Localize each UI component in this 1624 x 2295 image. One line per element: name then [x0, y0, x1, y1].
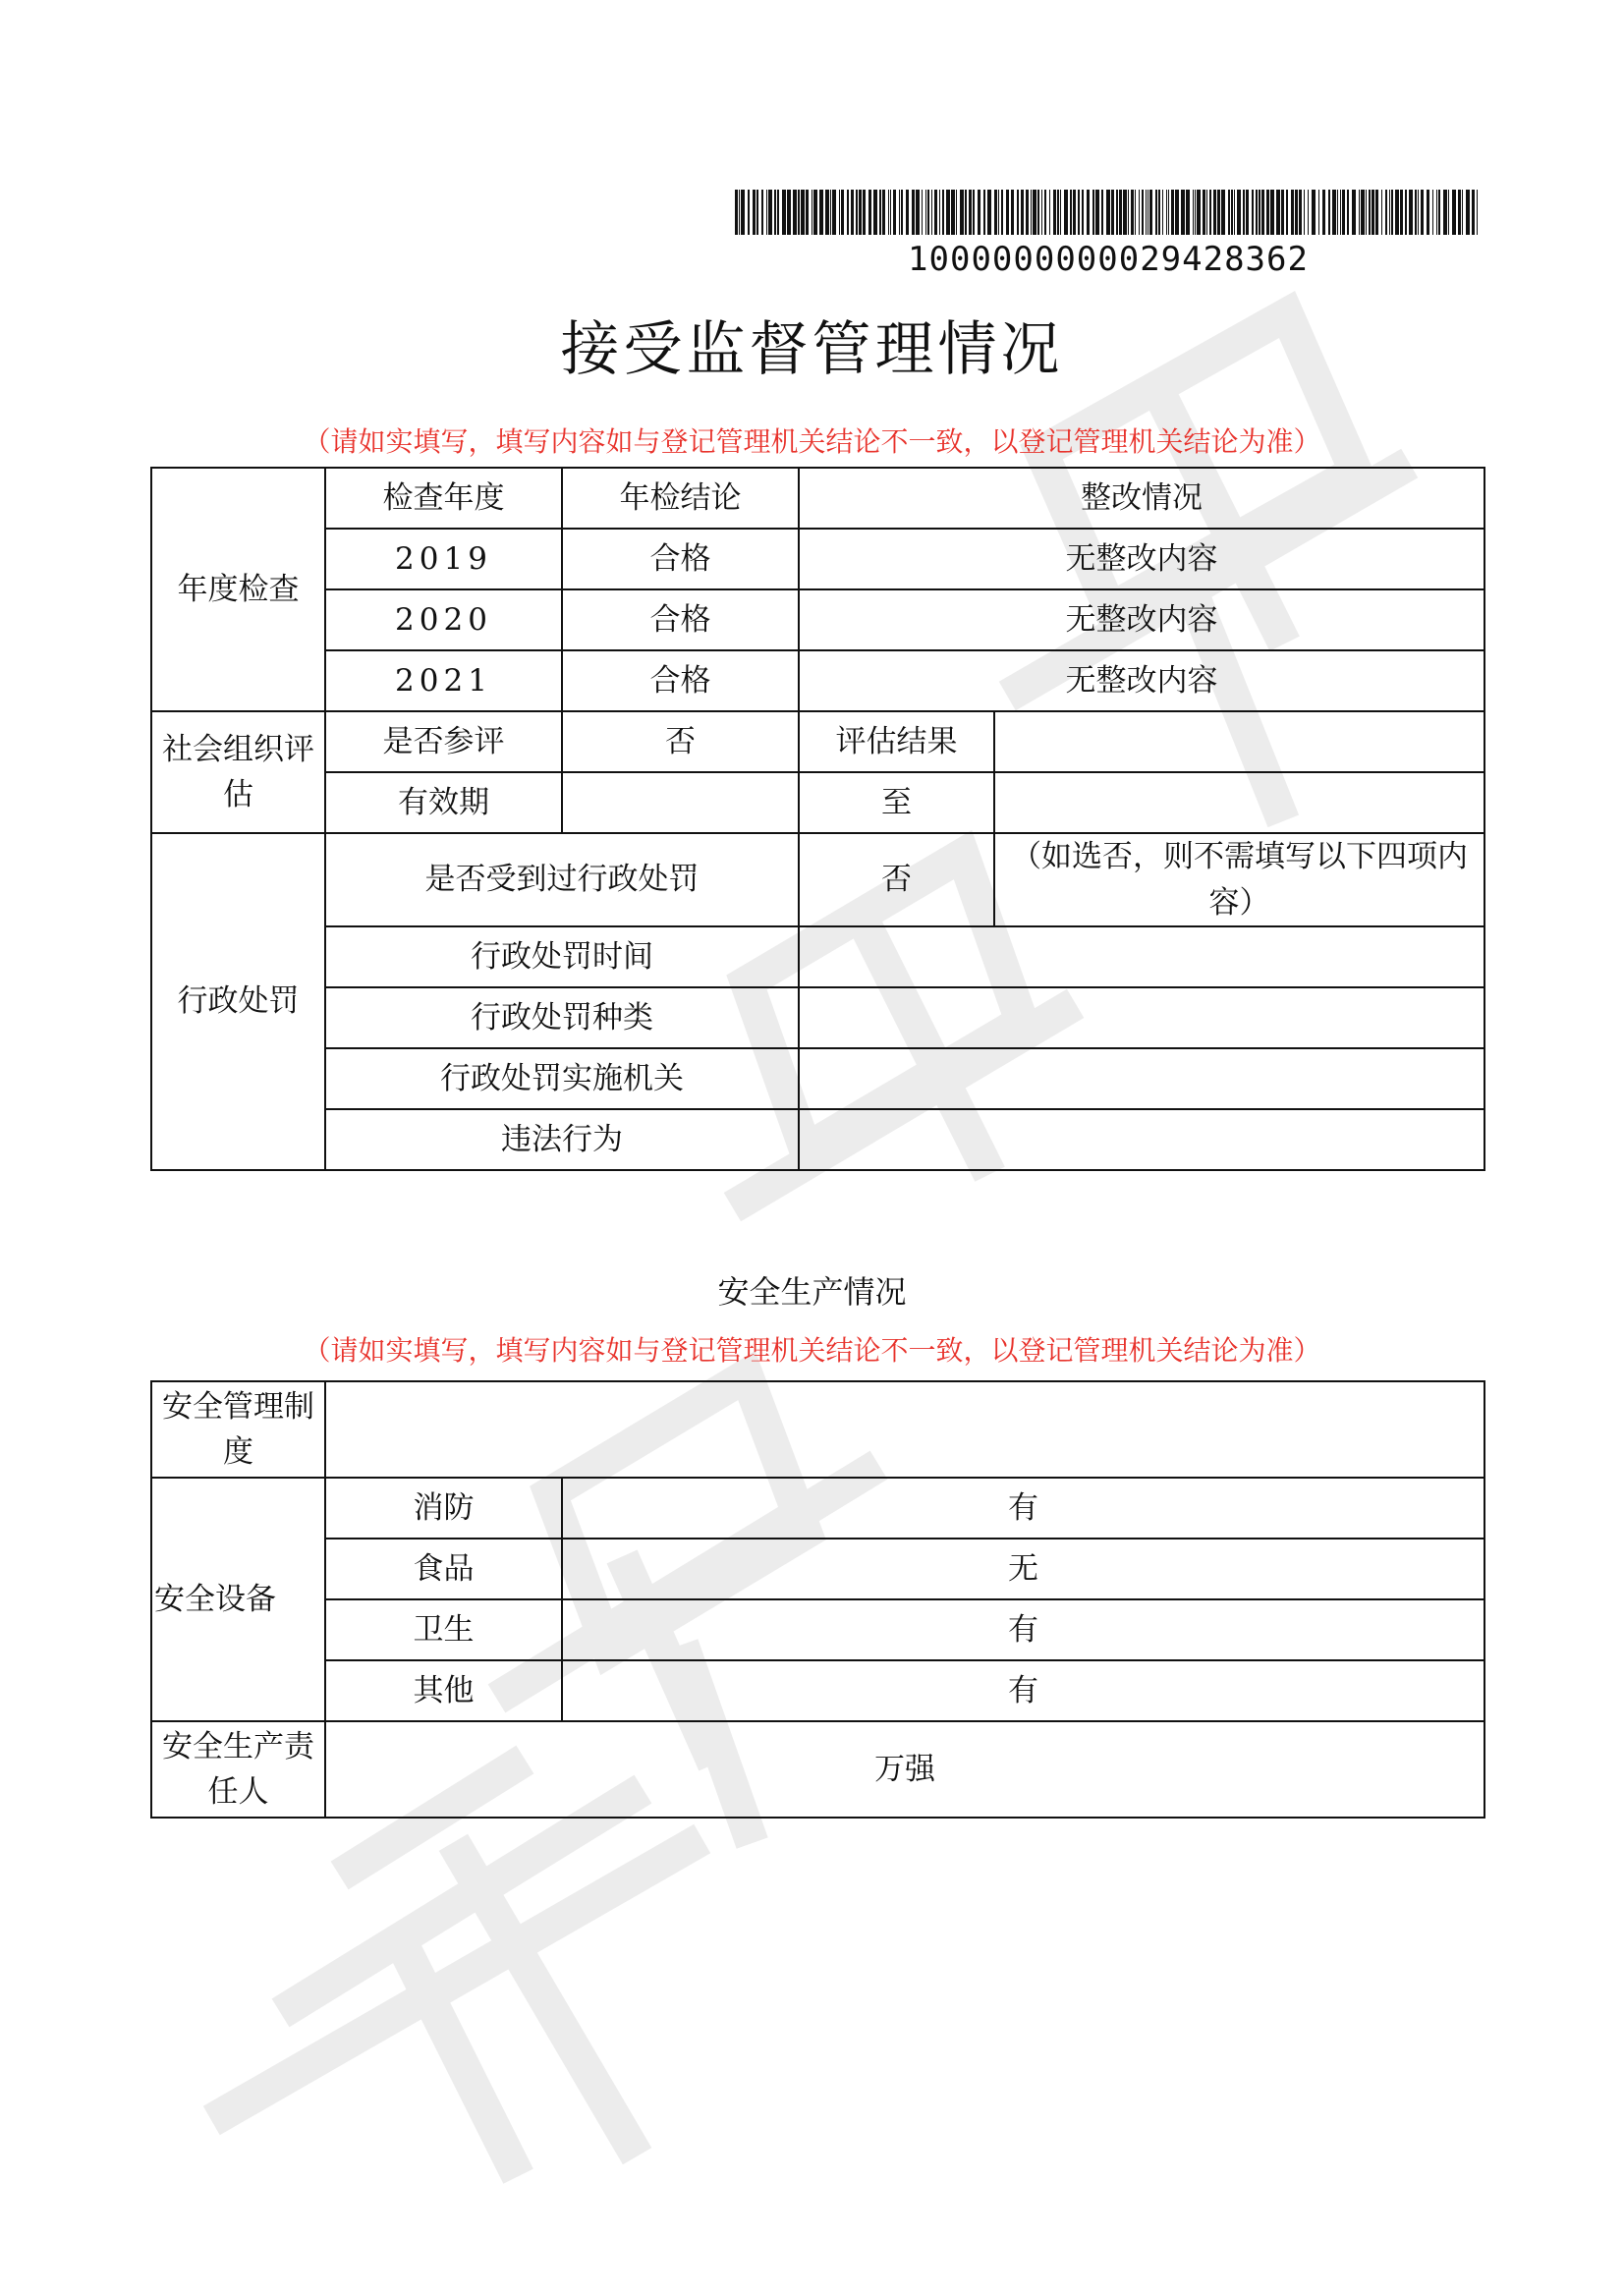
- barcode-bar: [1458, 190, 1461, 235]
- barcode-bar: [1001, 190, 1003, 235]
- barcode-bar: [965, 190, 967, 235]
- barcode-bar: [987, 190, 991, 235]
- table-row: [151, 1599, 1484, 1660]
- barcode-bar: [753, 190, 756, 235]
- barcode-bar: [1031, 190, 1032, 235]
- barcode-bar: [819, 190, 823, 235]
- equipment-item-label: 卫生: [325, 1599, 562, 1660]
- barcode-bar: [1101, 190, 1103, 235]
- barcode-bar: [748, 190, 750, 235]
- barcode-bar: [942, 190, 944, 235]
- barcode-bar: [1409, 190, 1413, 235]
- barcode-bar: [978, 190, 980, 235]
- barcode-bar: [1286, 190, 1288, 235]
- barcode-bar: [1053, 190, 1056, 235]
- barcode-bar: [1328, 190, 1330, 235]
- penalty-field-label: 违法行为: [325, 1109, 799, 1170]
- barcode-bar: [1322, 190, 1325, 235]
- barcode-bar: [830, 190, 831, 235]
- barcode-bar: [863, 190, 866, 235]
- header-rectification: 整改情况: [799, 468, 1484, 529]
- table-row: [151, 1048, 1484, 1109]
- equipment-item-label: 消防: [325, 1478, 562, 1539]
- table-row: [151, 468, 1484, 529]
- barcode-bar: [1128, 190, 1129, 235]
- barcode-bar: [1078, 190, 1080, 235]
- barcode: [735, 190, 1482, 235]
- barcode-bar: [1361, 190, 1365, 235]
- barcode-bar: [956, 190, 957, 235]
- barcode-bar: [922, 190, 923, 235]
- barcode-bar: [1111, 190, 1114, 235]
- responsible-label: 安全生产责任人: [151, 1721, 325, 1818]
- table-row: [151, 1109, 1484, 1170]
- table-row: [151, 1381, 1484, 1478]
- barcode-bar: [1477, 190, 1478, 235]
- barcode-bar: [1372, 190, 1374, 235]
- barcode-bar: [946, 190, 950, 235]
- barcode-bar: [1116, 190, 1118, 235]
- barcode-bar: [1337, 190, 1338, 235]
- barcode-bar: [1234, 190, 1235, 235]
- barcode-bar: [1060, 190, 1061, 235]
- barcode-bar: [825, 190, 829, 235]
- barcode-bar: [1421, 190, 1424, 235]
- barcode-bar: [774, 190, 776, 235]
- result-value[interactable]: [994, 711, 1484, 772]
- annual-inspection-label: 年度检查: [151, 468, 325, 711]
- barcode-bar: [1203, 190, 1205, 235]
- barcode-bar: [1261, 190, 1264, 235]
- barcode-bar: [806, 190, 809, 235]
- management-system-value[interactable]: [325, 1381, 1484, 1478]
- barcode-bar: [1391, 190, 1393, 235]
- equipment-item-value[interactable]: 有: [562, 1599, 1484, 1660]
- barcode-bar: [873, 190, 877, 235]
- barcode-bar: [1037, 190, 1039, 235]
- barcode-bar: [1415, 190, 1417, 235]
- barcode-bar: [969, 190, 972, 235]
- inspection-conclusion: 合格: [562, 589, 799, 650]
- penalty-field-label: 行政处罚种类: [325, 987, 799, 1048]
- barcode-bar: [1443, 190, 1447, 235]
- penalty-received-value[interactable]: 否: [799, 833, 994, 926]
- barcode-bar: [912, 190, 915, 235]
- barcode-bar: [1073, 190, 1076, 235]
- barcode-bar: [777, 190, 779, 235]
- barcode-bar: [1057, 190, 1059, 235]
- barcode-bar: [1359, 190, 1360, 235]
- inspection-rectification: 无整改内容: [799, 589, 1484, 650]
- barcode-bar: [1231, 190, 1233, 235]
- barcode-bar: [1142, 190, 1144, 235]
- inspection-rectification: 无整改内容: [799, 529, 1484, 589]
- barcode-bar: [1342, 190, 1345, 235]
- fill-notice: （请如实填写，填写内容如与登记管理机关结论不一致，以登记管理机关结论为准）: [303, 425, 1321, 458]
- barcode-bar: [1466, 190, 1470, 235]
- barcode-bar: [1308, 190, 1309, 235]
- equipment-label: 安全设备: [151, 1478, 325, 1721]
- inspection-rectification: 无整改内容: [799, 650, 1484, 711]
- barcode-bar: [1064, 190, 1068, 235]
- table-row: [151, 529, 1484, 589]
- barcode-bar: [1405, 190, 1407, 235]
- barcode-bar: [1246, 190, 1249, 235]
- barcode-bar: [1299, 190, 1302, 235]
- header-conclusion: 年检结论: [562, 468, 799, 529]
- inspection-conclusion: 合格: [562, 650, 799, 711]
- barcode-bar: [893, 190, 896, 235]
- barcode-bar: [1462, 190, 1463, 235]
- barcode-bar: [1438, 190, 1440, 235]
- barcode-bar: [1026, 190, 1029, 235]
- barcode-bar: [1389, 190, 1390, 235]
- table-row: [151, 1478, 1484, 1539]
- barcode-bar: [739, 190, 740, 235]
- barcode-bar: [1135, 190, 1136, 235]
- barcode-bar: [906, 190, 909, 235]
- barcode-bar: [756, 190, 758, 235]
- barcode-bar: [741, 190, 745, 235]
- barcode-bar: [839, 190, 840, 235]
- barcode-bar: [766, 190, 767, 235]
- barcode-bar: [1193, 190, 1194, 235]
- inspection-conclusion: 合格: [562, 529, 799, 589]
- barcode-bar: [1209, 190, 1211, 235]
- barcode-bar: [1149, 190, 1152, 235]
- barcode-bar: [1146, 190, 1147, 235]
- barcode-bar: [1033, 190, 1036, 235]
- barcode-bar: [1106, 190, 1110, 235]
- barcode-bar: [973, 190, 975, 235]
- barcode-bar: [1436, 190, 1437, 235]
- barcode-bar: [916, 190, 920, 235]
- barcode-bar: [782, 190, 786, 235]
- barcode-bar: [1041, 190, 1042, 235]
- barcode-bar: [994, 190, 997, 235]
- penalty-field-value[interactable]: [799, 987, 1484, 1048]
- barcode-bar: [1385, 190, 1387, 235]
- participated-value[interactable]: 否: [562, 711, 799, 772]
- penalty-received-note: （如选否，则不需填写以下四项内容）: [994, 833, 1484, 926]
- table-row: [151, 1721, 1484, 1818]
- barcode-bar: [1472, 190, 1475, 235]
- barcode-bar: [868, 190, 871, 235]
- barcode-bar: [1243, 190, 1245, 235]
- result-label: 评估结果: [799, 711, 994, 772]
- table-row: [151, 987, 1484, 1048]
- barcode-bar: [847, 190, 849, 235]
- barcode-bar: [1162, 190, 1163, 235]
- barcode-bar: [1276, 190, 1280, 235]
- barcode-bar: [813, 190, 817, 235]
- barcode-bar: [1197, 190, 1201, 235]
- barcode-bar: [1206, 190, 1207, 235]
- inspection-year: 2020: [325, 589, 562, 650]
- barcode-bar: [927, 190, 929, 235]
- barcode-bar: [1155, 190, 1157, 235]
- barcode-bar: [1186, 190, 1190, 235]
- barcode-bar: [1139, 190, 1140, 235]
- table-row: [151, 711, 1484, 772]
- barcode-bar: [1087, 190, 1090, 235]
- barcode-bar: [1221, 190, 1225, 235]
- equipment-item-value[interactable]: 无: [562, 1539, 1484, 1599]
- barcode-bar: [1381, 190, 1382, 235]
- barcode-bar: [832, 190, 836, 235]
- barcode-bar: [1266, 190, 1269, 235]
- barcode-bar: [1070, 190, 1072, 235]
- barcode-bar: [735, 190, 738, 235]
- barcode-bar: [1418, 190, 1419, 235]
- barcode-bar: [1123, 190, 1127, 235]
- barcode-bar: [761, 190, 763, 235]
- barcode-bar: [1166, 190, 1167, 235]
- barcode-bar: [856, 190, 858, 235]
- responsible-value[interactable]: 万强: [325, 1721, 1484, 1818]
- barcode-bar: [1332, 190, 1336, 235]
- barcode-bar: [1281, 190, 1284, 235]
- barcode-bar: [925, 190, 926, 235]
- barcode-bar: [1448, 190, 1449, 235]
- barcode-bar: [1318, 190, 1319, 235]
- barcode-bar: [1256, 190, 1258, 235]
- validity-from[interactable]: [562, 772, 799, 833]
- barcode-bar: [998, 190, 999, 235]
- barcode-bar: [1395, 190, 1399, 235]
- penalty-received-label: 是否受到过行政处罚: [325, 833, 799, 926]
- barcode-bar: [1312, 190, 1316, 235]
- barcode-bar: [1092, 190, 1094, 235]
- barcode-bar: [1021, 190, 1024, 235]
- table-row: [151, 650, 1484, 711]
- barcode-bar: [1131, 190, 1134, 235]
- barcode-bar: [1213, 190, 1216, 235]
- barcode-bar: [888, 190, 889, 235]
- equipment-item-value[interactable]: 有: [562, 1660, 1484, 1721]
- barcode-bar: [1181, 190, 1185, 235]
- barcode-bar: [1432, 190, 1433, 235]
- barcode-bar: [1366, 190, 1367, 235]
- barcode-bar: [787, 190, 791, 235]
- barcode-bar: [1217, 190, 1220, 235]
- barcode-bar: [882, 190, 885, 235]
- barcode-bar: [1252, 190, 1254, 235]
- barcode-bar: [1044, 190, 1046, 235]
- barcode-bar: [1171, 190, 1174, 235]
- barcode-bar: [960, 190, 964, 235]
- barcode-bar: [1082, 190, 1084, 235]
- barcode-bar: [1304, 190, 1305, 235]
- barcode-bar: [1006, 190, 1009, 235]
- supervision-table: [150, 467, 1485, 1171]
- barcode-number: 1000000000029428362: [908, 240, 1309, 279]
- management-system-label: 安全管理制度: [151, 1381, 325, 1478]
- barcode-bar: [1119, 190, 1122, 235]
- validity-to-label: 至: [799, 772, 994, 833]
- social-eval-label: 社会组织评估: [151, 711, 325, 833]
- table-row: [151, 1539, 1484, 1599]
- barcode-bar: [1168, 190, 1169, 235]
- table-row: [151, 589, 1484, 650]
- inspection-year: 2021: [325, 650, 562, 711]
- barcode-bar: [1175, 190, 1179, 235]
- penalty-field-label: 行政处罚实施机关: [325, 1048, 799, 1109]
- penalty-field-value[interactable]: [799, 1048, 1484, 1109]
- barcode-bar: [890, 190, 891, 235]
- barcode-bar: [793, 190, 797, 235]
- barcode-bar: [939, 190, 940, 235]
- participated-label: 是否参评: [325, 711, 562, 772]
- safety-table: [150, 1380, 1485, 1819]
- barcode-bar: [1369, 190, 1371, 235]
- barcode-bar: [951, 190, 955, 235]
- header-year: 检查年度: [325, 468, 562, 529]
- barcode-bar: [879, 190, 881, 235]
- barcode-bar: [851, 190, 854, 235]
- barcode-bar: [1049, 190, 1050, 235]
- barcode-bar: [1195, 190, 1196, 235]
- barcode-bar: [1340, 190, 1341, 235]
- barcode-bar: [798, 190, 800, 235]
- barcode-bar: [1375, 190, 1378, 235]
- table-row: [151, 833, 1484, 926]
- barcode-bar: [1228, 190, 1230, 235]
- barcode-bar: [1017, 190, 1019, 235]
- barcode-bar: [1400, 190, 1403, 235]
- penalty-field-value[interactable]: [799, 926, 1484, 987]
- barcode-bar: [901, 190, 903, 235]
- barcode-bar: [841, 190, 844, 235]
- barcode-bar: [931, 190, 932, 235]
- penalty-field-value[interactable]: [799, 1109, 1484, 1170]
- barcode-bar: [1352, 190, 1356, 235]
- table-row: [151, 772, 1484, 833]
- penalty-field-label: 行政处罚时间: [325, 926, 799, 987]
- barcode-bar: [1259, 190, 1260, 235]
- barcode-bar: [1095, 190, 1099, 235]
- barcode-bar: [1427, 190, 1429, 235]
- barcode-bar: [801, 190, 805, 235]
- barcode-bar: [1011, 190, 1014, 235]
- equipment-item-label: 其他: [325, 1660, 562, 1721]
- barcode-bar: [1237, 190, 1241, 235]
- barcode-bar: [934, 190, 937, 235]
- barcode-bar: [1158, 190, 1160, 235]
- table-row: [151, 1660, 1484, 1721]
- barcode-bar: [1270, 190, 1274, 235]
- barcode-bar: [1347, 190, 1349, 235]
- barcode-bar: [1291, 190, 1294, 235]
- validity-label: 有效期: [325, 772, 562, 833]
- equipment-item-label: 食品: [325, 1539, 562, 1599]
- barcode-bar: [983, 190, 985, 235]
- barcode-bar: [899, 190, 900, 235]
- barcode-bar: [1452, 190, 1456, 235]
- penalty-label: 行政处罚: [151, 833, 325, 1170]
- safety-section-title: 安全生产情况: [717, 1273, 907, 1311]
- page-title: 接受监督管理情况: [560, 315, 1064, 384]
- equipment-item-value[interactable]: 有: [562, 1478, 1484, 1539]
- validity-to[interactable]: [994, 772, 1484, 833]
- table-row: [151, 926, 1484, 987]
- inspection-year: 2019: [325, 529, 562, 589]
- barcode-bar: [768, 190, 772, 235]
- barcode-bar: [1295, 190, 1298, 235]
- barcode-bar: [859, 190, 862, 235]
- safety-fill-notice: （请如实填写，填写内容如与登记管理机关结论不一致，以登记管理机关结论为准）: [303, 1334, 1321, 1367]
